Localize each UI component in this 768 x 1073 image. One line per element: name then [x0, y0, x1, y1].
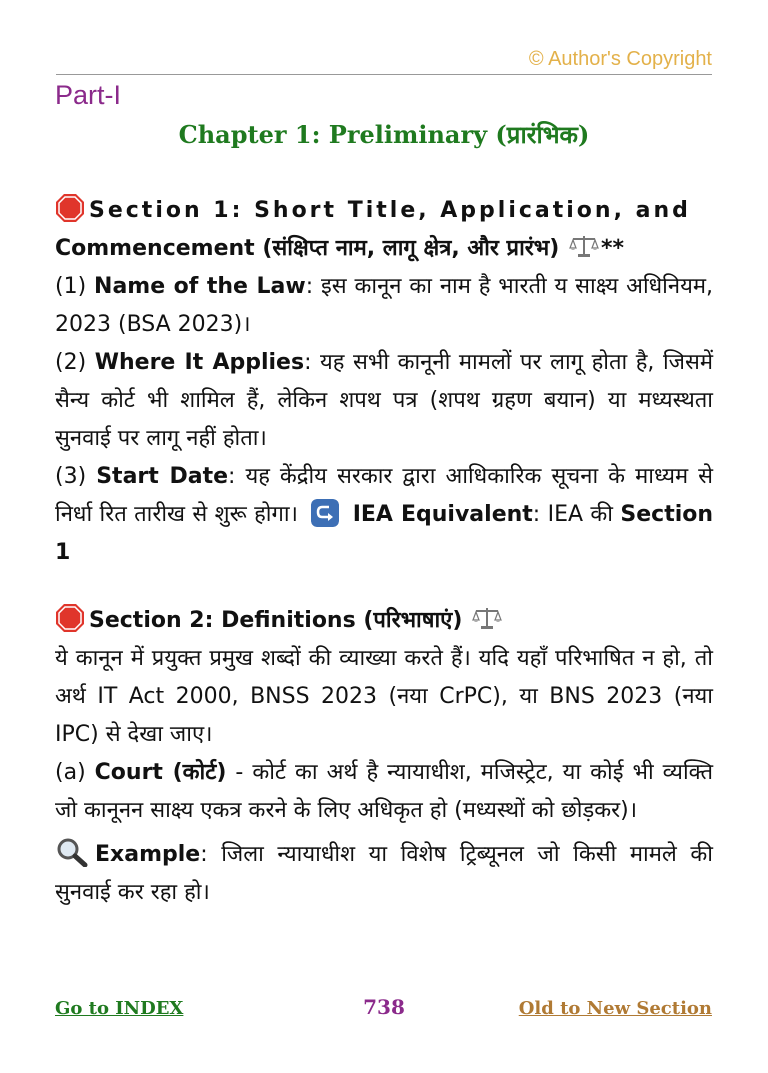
section1-title: Section 1: Short Title, Application, and [89, 198, 691, 223]
example-text: : जिला न्यायाधीश या विशेष ट्रिब्यूनल जो किसी मामले की सुनवाई कर रहा हो। [55, 842, 713, 905]
item1-label: Name of the Law [94, 274, 306, 299]
section2-intro: ये कानून में प्रयुक्त प्रमुख शब्दों की व्याख्या करते हैं। यदि यहाँ परिभाषित न हो, तो अर्थ IT Act 2000, BNSS 2023 (नया CrPC), या BNS 2023 (नया IPC) से देखा जाए। [55, 646, 713, 747]
item3-text: : यह केंद्रीय सरकार द्वारा आधिकारिक सूचना के माध्यम से निर्धा रित तारीख से शुरू होगा। [55, 464, 714, 527]
item3-number: (3) [55, 464, 87, 489]
iea-equivalent-label: IEA Equivalent [352, 502, 533, 527]
item1-text: : इस कानून का नाम है भारती य साक्ष्य अधिनियम, 2023 (BSA 2023)। [55, 274, 713, 337]
old-to-new-section-link[interactable]: Old to New Section [518, 998, 712, 1019]
definition-a-number: (a) [55, 760, 86, 785]
go-to-index-link[interactable]: Go to INDEX [55, 998, 184, 1019]
example-label: Example [95, 842, 201, 867]
item2-number: (2) [55, 350, 87, 375]
section1-heading-cont [55, 230, 713, 268]
item1-number: (1) [55, 274, 87, 299]
section2-heading [55, 602, 713, 640]
copyright-notice: © Author's Copyright [528, 48, 712, 70]
header-divider [56, 74, 712, 75]
definition-a-text: - कोर्ट का अर्थ है न्यायाधीश, मजिस्ट्रेट, या कोई भी व्यक्ति जो कानूनन साक्ष्य एकत्र करने के लिए अधिकृत हो (मध्यस्थों को छोड़कर)। [55, 760, 713, 823]
spacer [55, 572, 713, 602]
stop-sign-icon [55, 603, 85, 633]
section1-item1 [55, 268, 713, 344]
iea-equivalent-text: : IEA की [532, 502, 613, 527]
section1-heading [55, 192, 713, 230]
section1-item2 [55, 344, 713, 458]
section2-title: Section 2: Definitions (परिभाषाएं) [89, 608, 463, 633]
page-number: 738 [363, 995, 405, 1019]
item2-label: Where It Applies [94, 350, 305, 375]
section1-title-suffix: ** [600, 236, 624, 261]
item2-text: : यह सभी कानूनी मामलों पर लागू होता है, जिसमें सैन्य कोर्ट भी शामिल हैं, लेकिन शपथ पत्र (शपथ ग्रहण बयान) या मध्यस्थता सुनवाई पर लागू नहीं होता। [55, 350, 713, 451]
definition-a-label: Court (कोर्ट) [94, 760, 227, 785]
stop-sign-icon [55, 193, 85, 223]
curved-arrow-icon [311, 499, 339, 527]
magnifying-glass-icon [55, 837, 89, 867]
section2-example [55, 836, 713, 912]
balance-scale-icon [472, 606, 502, 630]
section1-item3 [55, 458, 713, 572]
balance-scale-icon [569, 234, 599, 258]
part-heading: Part-I [55, 80, 122, 110]
chapter-title: Chapter 1: Preliminary (प्रारंभिक) [178, 120, 590, 149]
section2-definition-a [55, 754, 713, 830]
iea-equivalent-section: Section 1 [55, 502, 714, 565]
item3-label: Start Date [96, 464, 229, 489]
page-content [55, 192, 713, 912]
section1-title-cont: Commencement (संक्षिप्त नाम, लागू क्षेत्र, और प्रारंभ) [55, 236, 560, 261]
